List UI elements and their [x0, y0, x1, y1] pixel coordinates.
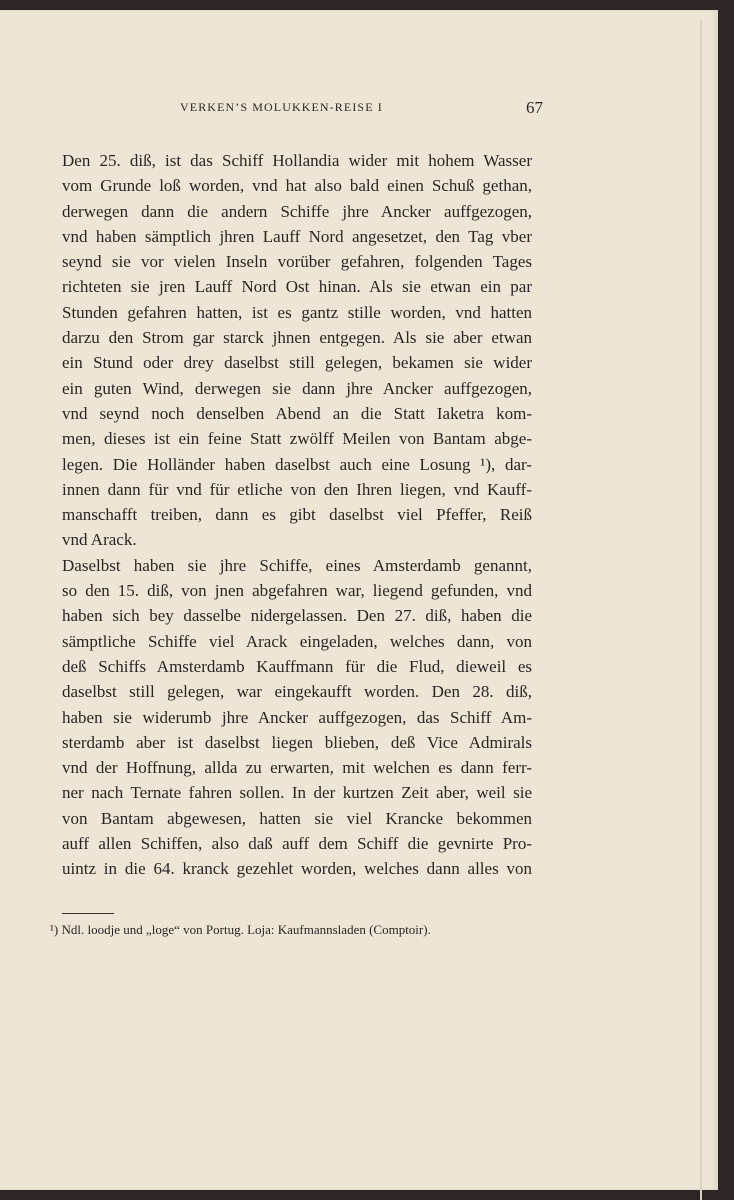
- text-line: men, dieses ist ein feine Statt zwölff Meilen von Bantam abge-: [62, 429, 532, 449]
- text-line: daselbst still gelegen, war eingekaufft worden. Den 28. diß,: [62, 682, 532, 702]
- text-line: vnd der Hoffnung, allda zu erwarten, mit welchen es dann ferr-: [62, 758, 532, 778]
- text-line: manschafft treiben, dann es gibt daselbst viel Pfeffer, Reiß: [62, 505, 532, 525]
- footnote-marker: ¹): [50, 922, 59, 937]
- footnote-text: Ndl. loodje und „loge“ von Portug. Loja: Kaufmannsladen (Comptoir).: [61, 922, 431, 937]
- text-line: von Bantam abgewesen, hatten sie viel Krancke bekommen: [62, 808, 532, 828]
- body-text: [62, 148, 532, 882]
- text-line: vnd Arack.: [62, 530, 137, 550]
- text-line: Stunden gefahren hatten, ist es gantz stille worden, vnd hatten: [62, 302, 532, 322]
- text-line: richteten sie jren Lauff Nord Ost hinan. Als sie etwan ein par: [62, 277, 532, 297]
- text-line: darzu den Strom gar starck jhnen entgegen. Als sie aber etwan: [62, 328, 532, 348]
- text-line: derwegen dann die andern Schiffe jhre Ancker auffgezogen,: [62, 201, 532, 221]
- text-line: innen dann für vnd für etliche von den Ihren liegen, vnd Kauff-: [62, 479, 532, 499]
- footnote: [50, 922, 540, 938]
- text-line: vom Grunde loß worden, vnd hat also bald einen Schuß gethan,: [62, 176, 532, 196]
- text-line: seynd sie vor vielen Inseln vorüber gefahren, folgenden Tages: [62, 252, 532, 272]
- running-title: VERKEN’S MOLUKKEN-REISE I: [180, 100, 383, 114]
- footnote-rule: [62, 913, 114, 914]
- text-line: uintz in die 64. kranck gezehlet worden, welches dann alles von: [62, 859, 532, 879]
- text-line: legen. Die Holländer haben daselbst auch eine Losung ¹), dar-: [62, 454, 532, 474]
- text-line: Den 25. diß, ist das Schiff Hollandia wider mit hohem Wasser: [62, 151, 532, 170]
- page-edge: [700, 20, 702, 1200]
- text-line: haben sie widerumb jhre Ancker auffgezogen, das Schiff Am-: [62, 707, 532, 727]
- text-line: sterdamb aber ist daselbst liegen blieben, deß Vice Admirals: [62, 732, 532, 752]
- text-line: sämptliche Schiffe viel Arack eingeladen, welches dann, von: [62, 631, 532, 651]
- text-line: ein guten Wind, derwegen sie dann jhre Ancker auffgezogen,: [62, 378, 532, 398]
- text-line: vnd haben sämptlich jhren Lauff Nord angesetzet, den Tag vber: [62, 226, 532, 246]
- text-line: so den 15. diß, von jnen abgefahren war, liegend gefunden, vnd: [62, 581, 532, 601]
- text-line: ner nach Ternate fahren sollen. In der kurtzen Zeit aber, weil sie: [62, 783, 532, 803]
- page-header: [180, 100, 544, 115]
- text-line: haben sich bey dasselbe nidergelassen. Den 27. diß, haben die: [62, 606, 532, 626]
- page-number: 67: [526, 98, 543, 117]
- text-line: Daselbst haben sie jhre Schiffe, eines Amsterdamb genannt,: [62, 555, 532, 575]
- text-line: deß Schiffs Amsterdamb Kauffmann für die Flud, dieweil es: [62, 656, 532, 676]
- text-line: vnd seynd noch denselben Abend an die Statt Iaketra kom-: [62, 403, 532, 423]
- text-line: auff allen Schiffen, also daß auff dem Schiff die gevnirte Pro-: [62, 834, 532, 854]
- text-line: ein Stund oder drey daselbst still gelegen, bekamen sie wider: [62, 353, 532, 373]
